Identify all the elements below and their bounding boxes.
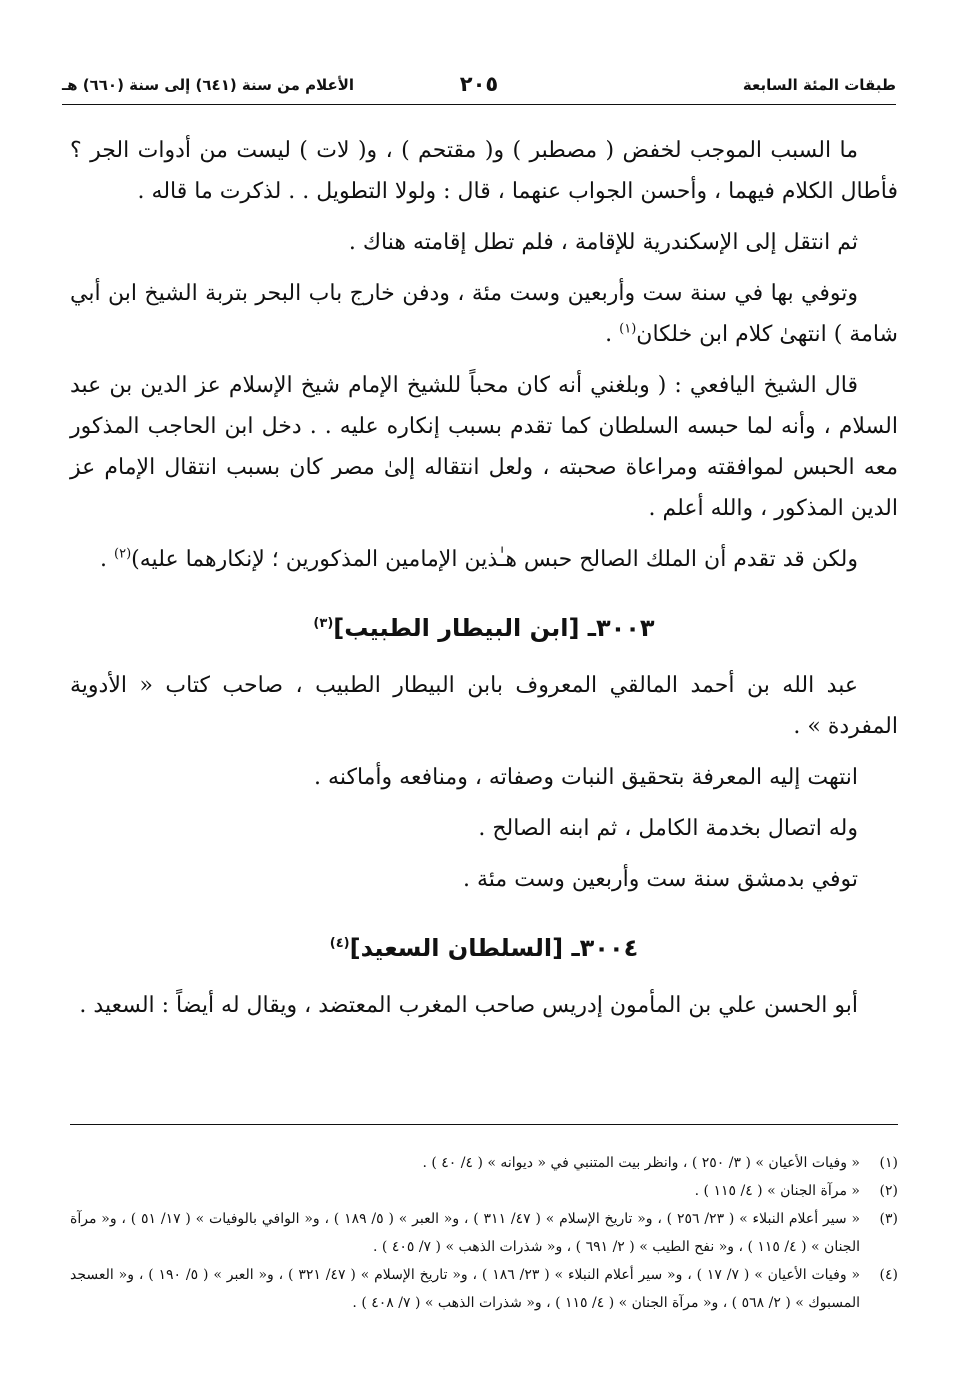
main-text [70,130,898,1036]
entry-heading [70,608,898,649]
paragraph [70,273,898,355]
page-number: ٢٠٥ [459,72,499,96]
footnote-item [70,1177,898,1205]
paragraph-end: . [100,547,115,572]
paragraph-text: وتوفي بها في سنة ست وأربعين وست مئة ، ودفن خارج باب البحر بتربة الشيخ ابن أبي شامة ) انتهىٰ كلام ابن خلكان [70,281,898,347]
entry-heading-text: ٣٠٠٤ـ [السلطان السعيد] [349,934,639,962]
running-header [62,70,896,105]
footnote-text: « وفيات الأعيان » ( ٣/ ٢٥٠ ) ، وانظر بيت المتنبي في « ديوانه » ( ٤/ ٤٠ ) . [422,1155,860,1171]
footnote-number: (١) [879,1155,898,1171]
header-section-title: طبقات المئة السابعة [742,76,896,94]
paragraph: عبد الله بن أحمد المالقي المعروف بابن البيطار الطبيب ، صاحب كتاب « الأدوية المفردة » . [70,673,898,739]
paragraph: ثم انتقل إلى الإسكندرية للإقامة ، فلم تطل إقامته هناك . [348,230,858,255]
footnote-ref[interactable]: (٢) [114,546,132,562]
footnote-number: (٤) [879,1267,898,1283]
footnote-number: (٢) [879,1183,898,1199]
entry-heading-text: ٣٠٠٣ـ [ابن البيطار الطبيب] [333,614,655,642]
footnotes [70,1124,898,1317]
footnote-ref[interactable]: (٤) [329,936,350,951]
footnote-item [70,1205,898,1261]
paragraph: توفي بدمشق سنة ست وأربعين وست مئة . [463,867,858,892]
footnote-number: (٣) [879,1211,898,1227]
paragraph-text: ولكن قد تقدم أن الملك الصالح حبس هـٰذين الإمامين المذكورين ؛ لإنكارهما عليه) [131,547,858,572]
entry-heading [70,928,898,969]
paragraph: قال الشيخ اليافعي : ( وبلغني أنه كان محباً للشيخ الإمام شيخ الإسلام عز الدين بن عبد السلام ، وأنه لما حبسه السلطان كما تقدم بسبب إنكاره عليه . . دخل ابن الحاجب المذكور معه الحبس لموافقته ومراعاة صحبته ، ولعل انتقاله إلىٰ مصر كان بسبب انتقال الإمام عز الدين المذكور ، والله أعلم . [70,373,898,521]
paragraph: وله اتصال بخدمة الكامل ، ثم ابنه الصالح . [478,816,858,841]
header-date-range: الأعلام من سنة (٦٤١) إلى سنة (٦٦٠) هـ [62,76,355,94]
footnote-text: « وفيات الأعيان » ( ٧/ ١٧ ) ، و« سير أعلام النبلاء » ( ٢٣/ ١٨٦ ) ، و« تاريخ الإسلام » ( ٤٧/ ٣٢١ ) ، و« العبر » ( ٥/ ١٩٠ ) ، و« العسجد المسبوك » ( ٢/ ٥٦٨ ) ، و« مرآة الجنان » ( ٤/ ١١٥ ) ، و« شذرات الذهب » ( ٧/ ٤٠٨ ) . [70,1267,861,1311]
footnote-ref[interactable]: (١) [619,321,637,337]
paragraph [70,539,898,580]
footnote-text: « مرآة الجنان » ( ٤/ ١١٥ ) . [694,1183,860,1199]
footnote-item [70,1261,898,1317]
footnote-text: « سير أعلام النبلاء » ( ٢٣/ ٢٥٦ ) ، و« تاريخ الإسلام » ( ٤٧/ ٣١١ ) ، و« العبر » ( ٥/ ١٨٩ ) ، و« الوافي بالوفيات » ( ١٧/ ٥١ ) ، و« مرآة الجنان » ( ٤/ ١١٥ ) ، و« نفح الطيب » ( ٢/ ٦٩١ ) ، و« شذرات الذهب » ( ٧/ ٤٠٥ ) . [70,1211,861,1255]
footnote-ref[interactable]: (٣) [313,616,334,631]
footnote-item [70,1149,898,1177]
paragraph: انتهت إليه المعرفة بتحقيق النبات وصفاته ، ومنافعه وأماكنه . [314,765,858,790]
paragraph: أبو الحسن علي بن المأمون إدريس صاحب المغرب المعتضد ، ويقال له أيضاً : السعيد . [79,993,858,1018]
paragraph-end: . [605,322,620,347]
paragraph: ما السبب الموجب لخفض ( مصطبر ) و( مقتحم ) ، و( لات ) ليست من أدوات الجر ؟ فأطال الكلام فيهما ، وأحسن الجواب عنهما ، قال : ولولا التطويل . . لذكرت ما قاله . [70,138,898,204]
